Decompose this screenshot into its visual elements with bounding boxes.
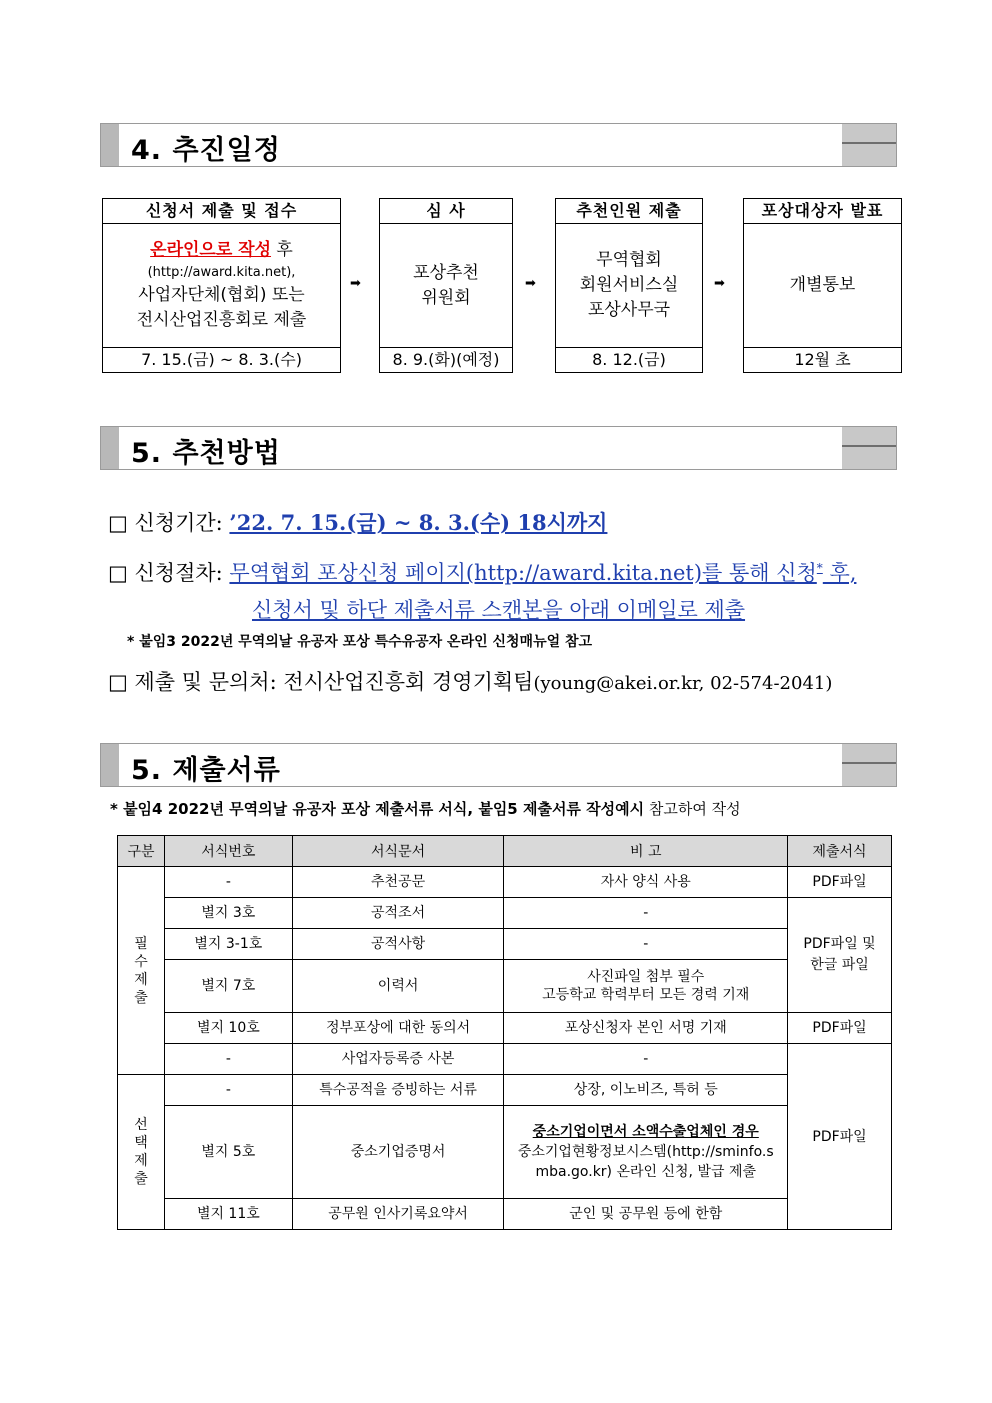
section-header-schedule	[100, 123, 897, 167]
section-header-documents	[100, 743, 897, 787]
section-title: 5. 제출서류	[131, 755, 281, 786]
documents-note: * 붙임4 2022년 무역의날 유공자 포상 제출서류 서식, 붙임5 제출서류 작성예시 참고하여 작성	[110, 800, 741, 818]
table-row: 선 택 제 출 - 특수공적을 증빙하는 서류 상장, 이노비즈, 특허 등	[118, 1075, 892, 1106]
header-right-block	[842, 124, 896, 166]
sme-condition: 중소기업이면서 소액수출업체인 경우	[532, 1124, 759, 1140]
col-header: 서식번호	[164, 836, 292, 867]
col-header: 제출서식	[788, 836, 892, 867]
step-head: 추천인원 제출	[556, 199, 702, 224]
header-left-bar	[101, 124, 119, 166]
header-right-block	[842, 427, 896, 469]
table-row: 별지 11호 공무원 인사기록요약서 군인 및 공무원 등에 한함	[118, 1199, 892, 1230]
award-url: (http://award.kita.net),	[147, 265, 296, 280]
online-highlight: 온라인으로 작성	[150, 240, 272, 260]
contact-line: □ 제출 및 문의처: 전시산업진흥회 경영기획팀(young@akei.or.kr, 02-574-2041)	[108, 670, 833, 694]
col-header: 서식문서	[292, 836, 504, 867]
arrow-right-icon: ➡	[714, 276, 725, 291]
schedule-step-announce	[743, 198, 902, 373]
header-right-block	[842, 744, 896, 786]
table-row: - 사업자등록증 사본 - PDF파일	[118, 1044, 892, 1075]
schedule-step-apply	[102, 198, 341, 373]
step-body: 개별통보	[789, 275, 856, 295]
table-row: 필 수 제 출 - 추천공문 자사 양식 사용 PDF파일	[118, 867, 892, 898]
arrow-right-icon: ➡	[525, 276, 536, 291]
schedule-step-submit	[555, 198, 703, 373]
schedule-step-review	[379, 198, 513, 373]
step-head: 신청서 제출 및 접수	[103, 199, 340, 224]
apply-procedure-line2: 신청서 및 하단 제출서류 스캔본을 아래 이메일로 제출	[252, 598, 746, 622]
table-row: 별지 7호 이력서 사진파일 첨부 필수 고등학교 학력부터 모든 경력 기재	[118, 960, 892, 1013]
group-required: 필 수 제 출	[118, 867, 165, 1075]
step-body: 무역협회 회원서비스실 포상사무국	[579, 250, 679, 320]
table-row: 별지 3호 공적조서 - PDF파일 및 한글 파일	[118, 898, 892, 929]
header-left-bar	[101, 427, 119, 469]
apply-procedure-line: □ 신청절차: 무역협회 포상신청 페이지(http://award.kita.net)를 통해 신청* 후,	[108, 561, 857, 585]
header-left-bar	[101, 744, 119, 786]
col-header: 비 고	[504, 836, 788, 867]
format-cell: PDF파일	[788, 1044, 892, 1230]
group-optional: 선 택 제 출	[118, 1075, 165, 1230]
step-date: 8. 12.(금)	[556, 347, 702, 372]
procedure-text: 무역협회 포상신청 페이지(http://award.kita.net)를 통해 신청	[229, 561, 817, 585]
step-body: 온라인으로 작성 후 (http://award.kita.net), 사업자단체(협회) 또는 전시산업진흥회로 제출	[136, 240, 307, 330]
col-header: 구분	[118, 836, 165, 867]
apply-period-value: ’22. 7. 15.(금) ~ 8. 3.(수) 18시까지	[229, 510, 608, 535]
table-row: 별지 5호 중소기업증명서 중소기업이면서 소액수출업체인 경우 중소기업현황정보시스템(http://sminfo.s mba.go.kr) 온라인 신청, 발급 제출	[118, 1106, 892, 1199]
step-date: 12월 초	[744, 347, 901, 372]
table-header-row	[118, 836, 892, 867]
apply-period-line: □ 신청기간: ’22. 7. 15.(금) ~ 8. 3.(수) 18시까지	[108, 510, 608, 535]
contact-value: (young@akei.or.kr, 02-574-2041)	[533, 673, 833, 694]
section-header-method	[100, 426, 897, 470]
section-title: 4. 추진일정	[131, 135, 281, 166]
step-body: 포상추천 위원회	[413, 262, 479, 308]
step-head: 심 사	[380, 199, 512, 224]
arrow-right-icon: ➡	[350, 276, 361, 291]
documents-table	[117, 835, 892, 1230]
manual-note: * 붙임3 2022년 무역의날 유공자 포상 특수유공자 온라인 신청매뉴얼 참고	[127, 634, 593, 650]
step-date: 8. 9.(화)(예정)	[380, 347, 512, 372]
section-title: 5. 추천방법	[131, 438, 281, 469]
step-head: 포상대상자 발표	[744, 199, 901, 224]
table-row: 별지 3-1호 공적사항 -	[118, 929, 892, 960]
step-date: 7. 15.(금) ~ 8. 3.(수)	[103, 347, 340, 372]
table-row: 별지 10호 정부포상에 대한 동의서 포상신청자 본인 서명 기재 PDF파일	[118, 1013, 892, 1044]
format-cell: PDF파일 및 한글 파일	[788, 898, 892, 1013]
